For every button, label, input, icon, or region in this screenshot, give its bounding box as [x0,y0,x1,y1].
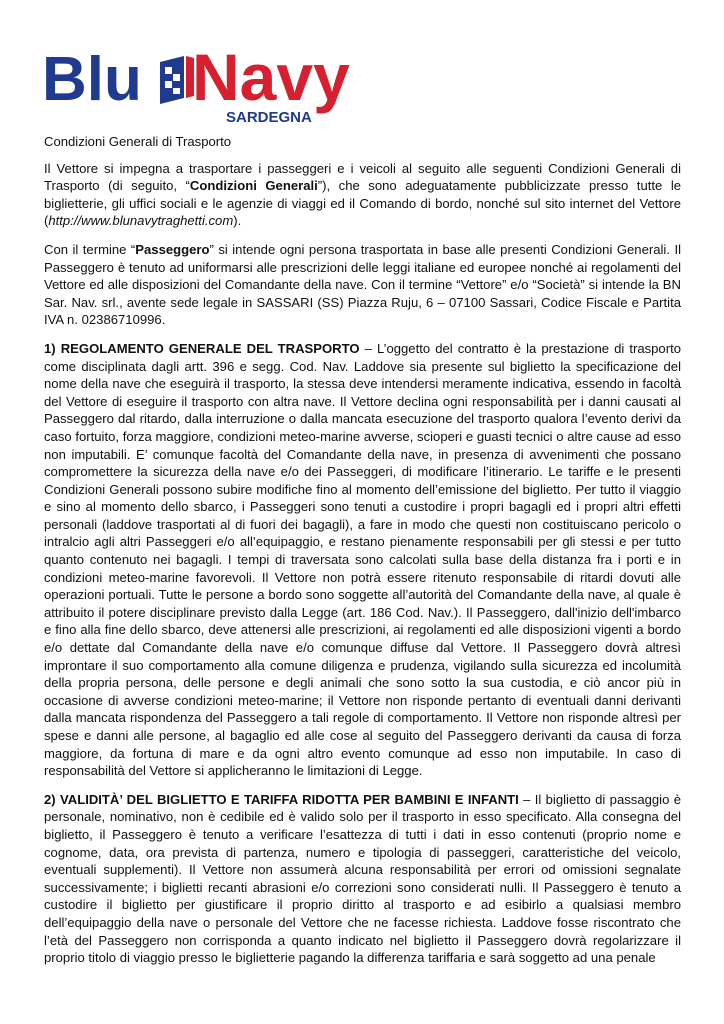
logo-word-blu: Blu [42,45,142,114]
blunavy-logo-graphic [42,40,392,128]
section-1-title: 1) REGOLAMENTO GENERALE DEL TRASPORTO [44,340,360,356]
blunavy-logo [42,40,392,128]
intro-bold-term: Condizioni Generali [189,178,318,194]
document-body [44,133,681,978]
section-2 [44,791,681,967]
section-2-title: 2) VALIDITÀ’ DEL BIGLIETTO E TARIFFA RIDOTTA PER BAMBINI E INFANTI [44,791,519,807]
section-2-text: – Il biglietto di passaggio è personale, nominativo, non è cedibile ed è valido solo per il trasporto in esso specificato. Alla consegna del biglietto, il Passeggero è tenuto a verificare l’esattezza di tutti i dati in esso contenuti (proprio nome e cognome, data, ora prevista di partenza, numero e tipologia di passeggeri, caratteristiche del veicolo, eventuali supplementi). Il Vettore non assumerà alcuna responsabilità per errori od omissioni segnalate successivamente; i biglietti recanti abrasioni e/o correzioni sono considerati nulli. Il Passeggero è tenuto a custodire il biglietto per giustificare il proprio diritto al trasporto e ad esibirlo a qualsiasi membro dell’equipaggio della nave o personale del Vettore che ne facesse richiesta. Laddove fosse riscontrato che l’età del Passeggero non corrisponda a quanto indicato nel biglietto il Passeggero dovrà regolarizzare il proprio titolo di viaggio presso le biglietterie pagando la differenza tariffaria e sarà soggetto ad una penale [44,791,681,966]
passenger-text-c: ” si intende ogni persona trasportata in base alle presenti Condizioni Generali. Il Passeggero è tenuto ad uniformarsi alle prescrizioni delle leggi italiane ed europee nonché ai regolamenti del Vettore ed alle disposizioni del Comandante della nave. Con il termine “Vettore” e/o “Società” si intende la BN Sar. Nav. srl., avente sede legale in SASSARI (SS) Piazza Ruju, 6 – 07100 Sassari, Codice Fiscale e Partita IVA n. 02386710996. [44,241,681,328]
document-title: Condizioni Generali di Trasporto [44,134,232,149]
intro-text-c: ”), che sono adeguatamente pubblicizzate presso tutte le biglietterie, gli uffici sociali e le agenzie di viaggi ed il Comando di bordo, nonché sul sito internet del Vettore ( [44,178,682,229]
passenger-bold-term: Passeggero [135,241,210,257]
logo-tagline: SARDEGNA [226,109,312,126]
intro-paragraph [44,160,681,230]
website-link[interactable]: http://www.blunavytraghetti.com [48,213,234,229]
passenger-text-a: Con il termine “ [44,241,136,257]
intro-text-a: Il Vettore si impegna a trasportare i passeggeri e i veicoli al seguito alle seguenti Condizioni Generali di Trasporto (di seguito, “ [44,160,681,194]
section-1 [44,340,681,780]
section-1-text: – L’oggetto del contratto è la prestazione di trasporto come disciplinata dagli artt. 396 e segg. Cod. Nav. Laddove sia presente sul biglietto la specificazione del nome della nave che eseguirà il trasporto, la stessa deve intendersi meramente indicativa, essendo in facoltà del Vettore di eseguire il trasporto con altra nave. Il Vettore declina ogni responsabilità per i danni causati al Passeggero dal ritardo, dalla interruzione o dalla mancata esecuzione del trasporto qualora l’evento derivi da caso fortuito, forza maggiore, condizioni meteo-marine avverse, scioperi e guasti tecnici o altre cause ad esso non imputabili. E’ comunque facoltà del Comandante della nave, in presenza di avvenimenti che possano compromettere la sicurezza della nave e/o dei Passeggeri, di modificare l’itinerario. Le tariffe e le presenti Condizioni Generali possono subire modifiche fino al momento dell’emissione del biglietto. Per tutto il viaggio e sino al momento dello sbarco, i Passeggeri sono tenuti a custodire i propri bagagli ed i propri altri effetti personali (laddove trasportati al di fuori dei bagagli), a fare in modo che questi non costituiscano pericolo o intralcio agli altri Passeggeri e/o all’equipaggio, e restano pienamente responsabili per gli stessi e per tutto quanto contenuto nei bagagli. I tempi di traversata sono calcolati sulla base della distanza fra i porti e in condizioni meteo-marine favorevoli. Il Vettore non potrà essere ritenuto responsabile di ritardi dovuti alle operazioni portuali. Tutte le persone a bordo sono soggette all’autorità del Comandante della nave, al quale è attribuito il potere disciplinare previsto dalla Legge (art. 186 Cod. Nav.). Il Passeggero, dall'inizio dell'imbarco e fino alla fine dello sbarco, deve attenersi alle prescrizioni, ai regolamenti ed alle disposizioni vigenti a bordo e/o dettate dal Comandante della nave e/o comunque diffuse dal Vettore. Il Passeggero dovrà altresì improntare il suo comportamento alla comune diligenza e prudenza, vigilando sulla sicurezza ed incolumità della propria persona, delle persone e degli animali che sono sotto la sua custodia, e ciò ancor più in occasione di avverse condizioni meteo-marine; il Vettore non risponde pertanto di eventuali danni derivanti dalla mancata rispondenza del Passeggero a tali regole di comportamento. Il Vettore non risponde altresì per spese e danni alle persone, al bagaglio ed alle cose al seguito del Passeggero derivanti da causa di forza maggiore, da fortuna di mare e da ogni altro evento comunque ad esso non imputabile. In caso di responsabilità del Vettore si applicheranno le limitazioni di Legge. [44,340,681,779]
flag-emblem-icon [160,56,194,104]
passenger-definition-paragraph [44,241,681,329]
intro-text-d: ). [233,213,242,229]
logo-word-navy: Navy [192,40,350,114]
